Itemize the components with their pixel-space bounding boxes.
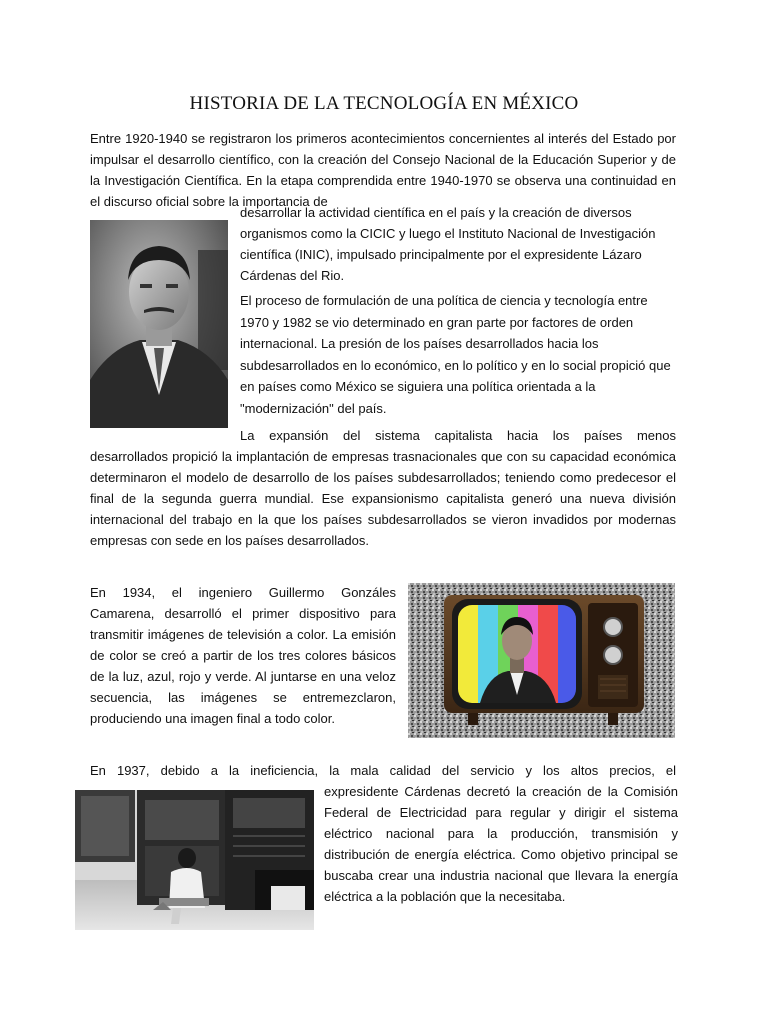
paragraph-1-top: Entre 1920-1940 se registraron los primeros acontecimientos concernientes al interés del Estado por impulsar el desarrollo científico, con la creación del Consejo Nacional de la Educación Superior y de la Investigación Científica. En la etapa comprendida entre 1940-1970 se observa una continuidad en el discurso oficial sobre la importancia de <box>90 131 676 209</box>
paragraph-2: El proceso de formulación de una política de ciencia y tecnología entre 1970 y 1982 se vio determinado en gran parte por factores de orden internacional. La presión de los países desarrollados hacia los subdesarrollados en lo económico, en lo político y en lo social propició que en países como México se siguiera una política orientada a la "modernización" del país. <box>240 293 671 416</box>
computer-room-photo <box>75 790 314 930</box>
paragraph-5-side: expresidente Cárdenas decretó la creación de la Comisión Federal de Electricidad para regular y dirigir el sistema eléctrico nacional para la producción, transmisión y distribución de energía eléctrica. Como objetivo principal se buscaba crear una industria nacional que llevara la energía eléctrica a la población que la necesitaba. <box>324 784 678 904</box>
paragraph-4: En 1934, el ingeniero Guillermo Gonzáles Camarena, desarrolló el primer dispositivo para transmitir imágenes de televisión a color. La emisión de color se creó a partir de los tres colores básicos de la luz, azul, rojo y verde. Al juntarse en una veloz secuencia, las imágenes se entremezclaron, produciendo una imagen final a todo color. <box>90 585 396 726</box>
paragraph-1-side: desarrollar la actividad científica en el país y la creación de diversos organismos como la CICIC y luego el Instituto Nacional de Investigación científica (INIC), impulsado principalmente por el expresidente Lázaro Cárdenas del Rio. <box>240 205 656 283</box>
paragraph-5-top: En 1937, debido a la ineficiencia, la mala calidad del servicio y los altos precios, el <box>90 763 676 778</box>
portrait-photo <box>90 220 228 428</box>
paragraph-3: desarrollados propició la implantación de empresas trasnacionales que con su capacidad económica determinaron el modelo de desarrollo de los países subdesarrollados; teniendo como predecesor el final de la segunda guerra mundial. Ese expansionismo capitalista generó una nueva división internacional del trabajo en la que los países subdesarrollados se vieron invadidos por modernas empresas con sede en los países desarrollados. <box>90 449 676 548</box>
paragraph-3-first-line: La expansión del sistema capitalista hacia los países menos <box>240 428 676 443</box>
page-title: HISTORIA DE LA TECNOLOGÍA EN MÉXICO <box>189 93 579 114</box>
color-tv-photo <box>408 583 675 738</box>
